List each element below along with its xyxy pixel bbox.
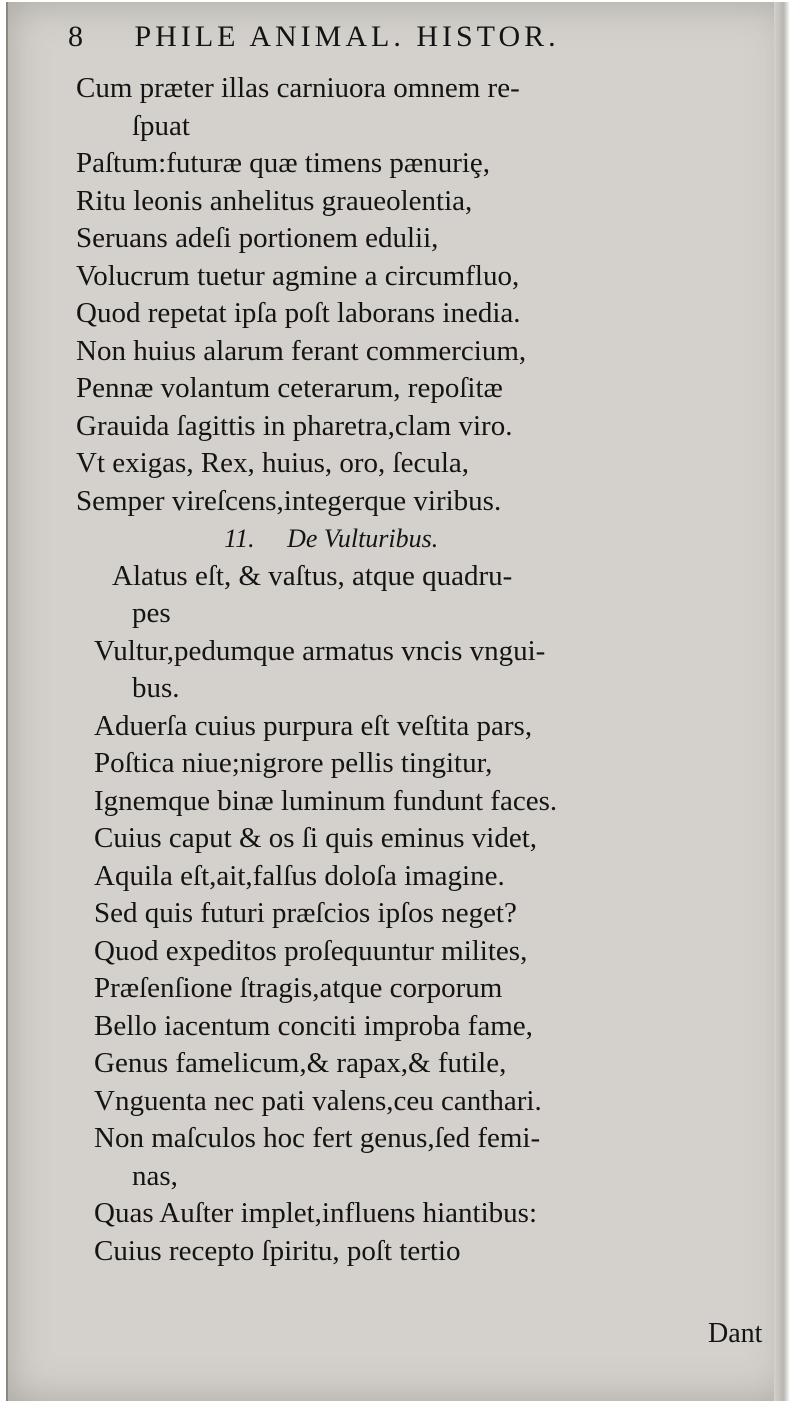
verse-line: Seruans adeſi portionem edulii, — [76, 222, 439, 254]
verse-line: Semper vireſcens,integerque viribus. — [76, 484, 502, 517]
verse-line: Sed quis futuri præſcios ipſos neget? — [94, 897, 517, 929]
verse-line: Aquila eſt,ait,falſus doloſa imagine. — [94, 859, 505, 892]
verse-line: Cum præter illas carniuora omnem re- — [76, 72, 520, 104]
verse-line: Quas Auſter implet,influens hiantibus: — [94, 1197, 538, 1229]
book-page — [6, 2, 790, 1401]
verse-line: Cuius recepto ſpiritu, poſt tertio — [94, 1234, 461, 1267]
verse-line: Ignemque binæ luminum fundunt faces. — [94, 784, 558, 817]
page-edge-shadow — [774, 2, 790, 1401]
section-heading — [76, 520, 696, 558]
verse-line: Alatus eſt, & vaſtus, atque quadru- — [112, 559, 513, 592]
verse-text — [76, 70, 696, 1270]
verse-line: Quod expeditos proſequuntur milites, — [94, 934, 528, 967]
running-head-title: PHILE ANIMAL. HISTOR. — [134, 20, 560, 53]
verse-line: Vultur,pedumque armatus vncis vngui- — [94, 634, 546, 667]
verse-line: Paſtum:futuræ quæ timens pænuriȩ, — [76, 147, 491, 179]
verse-line: Cuius caput & os ſi quis eminus videt, — [94, 822, 538, 854]
verse-line: Pennæ volantum ceterarum, repoſitæ — [76, 372, 503, 404]
verse-line: pes — [132, 597, 171, 629]
verse-line: Volucrum tuetur agmine a circumfluo, — [76, 259, 520, 292]
verse-line: Poſtica niue;nigrore pellis tingitur, — [94, 747, 493, 779]
verse-line: Bello iacentum conciti improba fame, — [94, 1009, 533, 1042]
verse-line: Genus famelicum,& rapax,& futile, — [94, 1047, 507, 1079]
verse-line: Vt exigas, Rex, huius, oro, ſecula, — [76, 447, 470, 479]
verse-line: Grauida ſagittis in pharetra,clam viro. — [76, 409, 513, 442]
section-title: De Vulturibus. — [287, 524, 439, 553]
verse-line: Vnguenta nec pati valens,ceu canthari. — [94, 1084, 542, 1117]
catchword: Dant — [708, 1318, 763, 1349]
verse-line: Præſenſione ſtragis,atque corporum — [94, 972, 503, 1004]
verse-line: nas, — [132, 1159, 178, 1192]
running-head — [68, 20, 688, 54]
verse-line: Ritu leonis anhelitus graueolentia, — [76, 184, 473, 217]
page-number: 8 — [68, 20, 87, 53]
verse-line: bus. — [132, 672, 180, 704]
verse-line: Non huius alarum ferant commercium, — [76, 334, 527, 367]
section-number: 11. — [224, 524, 255, 553]
verse-line: Aduerſa cuius purpura eſt veſtita pars, — [94, 709, 533, 742]
verse-line: ſpuat — [132, 109, 190, 142]
verse-line: Non maſculos hoc fert genus,ſed femi- — [94, 1122, 541, 1154]
verse-line: Quod repetat ipſa poſt laborans inedia. — [76, 297, 521, 329]
